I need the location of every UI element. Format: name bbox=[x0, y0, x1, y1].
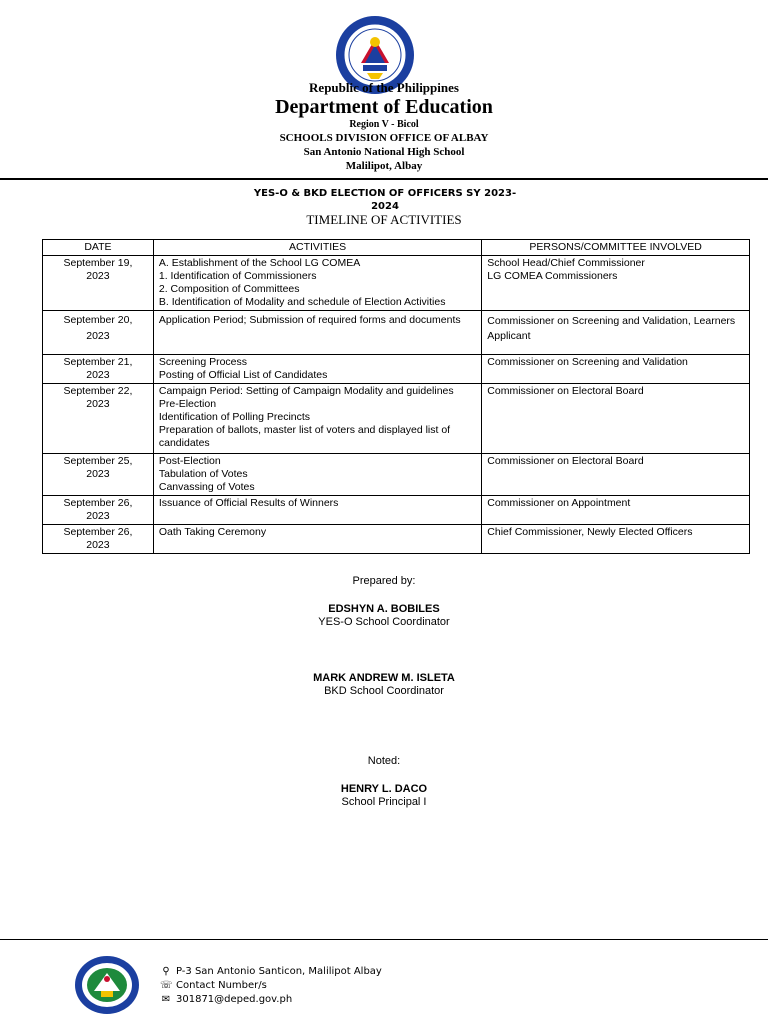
activity-line: 1. Identification of Commissioners bbox=[158, 270, 317, 282]
persons-cell bbox=[482, 454, 750, 496]
table-row bbox=[43, 256, 750, 311]
table-row bbox=[43, 384, 750, 454]
activity-line: Oath Taking Ceremony bbox=[158, 526, 267, 538]
date-line: September 19, bbox=[63, 257, 133, 269]
person-line: Chief Commissioner, Newly Elected Officers bbox=[487, 526, 693, 538]
activities-cell bbox=[153, 496, 481, 525]
persons-cell bbox=[482, 355, 750, 384]
date-cell bbox=[43, 256, 154, 311]
table-row bbox=[43, 496, 750, 525]
activity-line: Application Period; Submission of required forms and documents bbox=[158, 314, 461, 326]
title-line-2: 2024 bbox=[371, 201, 399, 212]
email-text: 301871@deped.gov.ph bbox=[176, 994, 293, 1005]
date-cell bbox=[43, 496, 154, 525]
footer-address bbox=[160, 966, 382, 977]
activity-line: Canvassing of Votes bbox=[158, 481, 255, 493]
activity-line: Preparation of ballots, master list of voters and displayed list of candidates bbox=[158, 424, 451, 449]
column-header-persons: PERSONS/COMMITTEE INVOLVED bbox=[482, 240, 750, 256]
footer-divider bbox=[0, 939, 768, 940]
signatory-name: EDSHYN A. BOBILES bbox=[328, 603, 440, 615]
date-cell bbox=[43, 355, 154, 384]
mail-icon: ✉ bbox=[161, 994, 171, 1005]
persons-cell bbox=[482, 384, 750, 454]
person-line: Commissioner on Screening and Validation, Learners Applicant bbox=[487, 315, 736, 342]
date-line: September 22, bbox=[63, 385, 133, 397]
activities-cell bbox=[153, 355, 481, 384]
date-line: 2023 bbox=[86, 468, 110, 480]
activity-line: Post-Election bbox=[158, 455, 221, 467]
person-line: Commissioner on Appointment bbox=[487, 497, 631, 509]
table-row bbox=[43, 454, 750, 496]
persons-cell bbox=[482, 525, 750, 554]
activities-cell bbox=[153, 384, 481, 454]
activities-cell bbox=[153, 454, 481, 496]
table-row bbox=[43, 355, 750, 384]
school-heading: San Antonio National High School bbox=[303, 146, 465, 158]
activity-line: Issuance of Official Results of Winners bbox=[158, 497, 339, 509]
activity-line: Campaign Period: Setting of Campaign Modality and guidelines Pre-Election bbox=[158, 385, 454, 410]
date-line: 2023 bbox=[86, 270, 110, 282]
activities-cell bbox=[153, 311, 481, 355]
phone-icon: ☏ bbox=[160, 980, 173, 991]
signatory-role: YES-O School Coordinator bbox=[318, 616, 450, 628]
division-heading: SCHOOLS DIVISION OFFICE OF ALBAY bbox=[279, 132, 489, 144]
header-divider bbox=[0, 178, 768, 180]
footer-email bbox=[160, 994, 292, 1005]
person-line: Commissioner on Electoral Board bbox=[487, 455, 644, 467]
address-text: P-3 San Antonio Santicon, Malilipot Albay bbox=[176, 966, 382, 977]
table-header-row bbox=[43, 240, 750, 256]
activity-line: A. Establishment of the School LG COMEA bbox=[158, 257, 361, 269]
region-heading: Region V - Bicol bbox=[349, 119, 419, 130]
document-title bbox=[225, 187, 545, 213]
persons-cell bbox=[482, 311, 750, 355]
date-cell bbox=[43, 384, 154, 454]
activities-cell bbox=[153, 256, 481, 311]
date-cell bbox=[43, 454, 154, 496]
date-line: 2023 bbox=[86, 510, 110, 522]
footer-contact bbox=[160, 980, 267, 991]
town-heading: Malilipot, Albay bbox=[345, 160, 423, 172]
persons-cell bbox=[482, 256, 750, 311]
school-seal-logo bbox=[74, 955, 140, 1015]
contact-text: Contact Number/s bbox=[176, 980, 267, 991]
activities-cell bbox=[153, 525, 481, 554]
date-line: September 20, bbox=[63, 314, 133, 326]
title-line-1: YES-O & BKD ELECTION OF OFFICERS SY 2023- bbox=[253, 188, 517, 199]
date-cell bbox=[43, 311, 154, 355]
date-line: September 25, bbox=[63, 455, 133, 467]
activity-line: Identification of Polling Precincts bbox=[158, 411, 311, 423]
date-line: 2023 bbox=[86, 398, 110, 410]
noted-label: Noted: bbox=[367, 755, 401, 767]
date-line: 2023 bbox=[86, 369, 110, 381]
republic-heading: Republic of the Philippines bbox=[309, 80, 459, 95]
date-line: 2023 bbox=[86, 539, 110, 551]
activity-line: Screening Process bbox=[158, 356, 248, 368]
activity-line: Tabulation of Votes bbox=[158, 468, 248, 480]
person-line: School Head/Chief Commissioner bbox=[487, 257, 645, 269]
signatory-name: HENRY L. DACO bbox=[340, 783, 428, 795]
date-line: September 21, bbox=[63, 356, 133, 368]
persons-cell bbox=[482, 496, 750, 525]
table-row bbox=[43, 525, 750, 554]
date-line: September 26, bbox=[63, 497, 133, 509]
department-heading: Department of Education bbox=[275, 96, 493, 118]
prepared-by-label: Prepared by: bbox=[352, 575, 416, 587]
column-header-activities: ACTIVITIES bbox=[153, 240, 481, 256]
date-cell bbox=[43, 525, 154, 554]
person-line: Commissioner on Electoral Board bbox=[487, 385, 644, 397]
signatory-role: BKD School Coordinator bbox=[324, 685, 444, 697]
timeline-table bbox=[42, 239, 750, 554]
table-row bbox=[43, 311, 750, 355]
date-line: 2023 bbox=[86, 330, 110, 342]
activity-line: 2. Composition of Committees bbox=[158, 283, 300, 295]
person-line: Commissioner on Screening and Validation bbox=[487, 356, 688, 368]
column-header-date: DATE bbox=[43, 240, 154, 256]
location-pin-icon: ⚲ bbox=[162, 966, 170, 977]
person-line: LG COMEA Commissioners bbox=[487, 270, 618, 282]
activity-line: Posting of Official List of Candidates bbox=[158, 369, 328, 381]
date-line: September 26, bbox=[63, 526, 133, 538]
signatory-role: School Principal I bbox=[341, 796, 427, 808]
signatory-name: MARK ANDREW M. ISLETA bbox=[313, 672, 455, 684]
activity-line: B. Identification of Modality and schedule of Election Activities bbox=[158, 296, 446, 308]
document-subtitle: TIMELINE OF ACTIVITIES bbox=[306, 212, 462, 227]
